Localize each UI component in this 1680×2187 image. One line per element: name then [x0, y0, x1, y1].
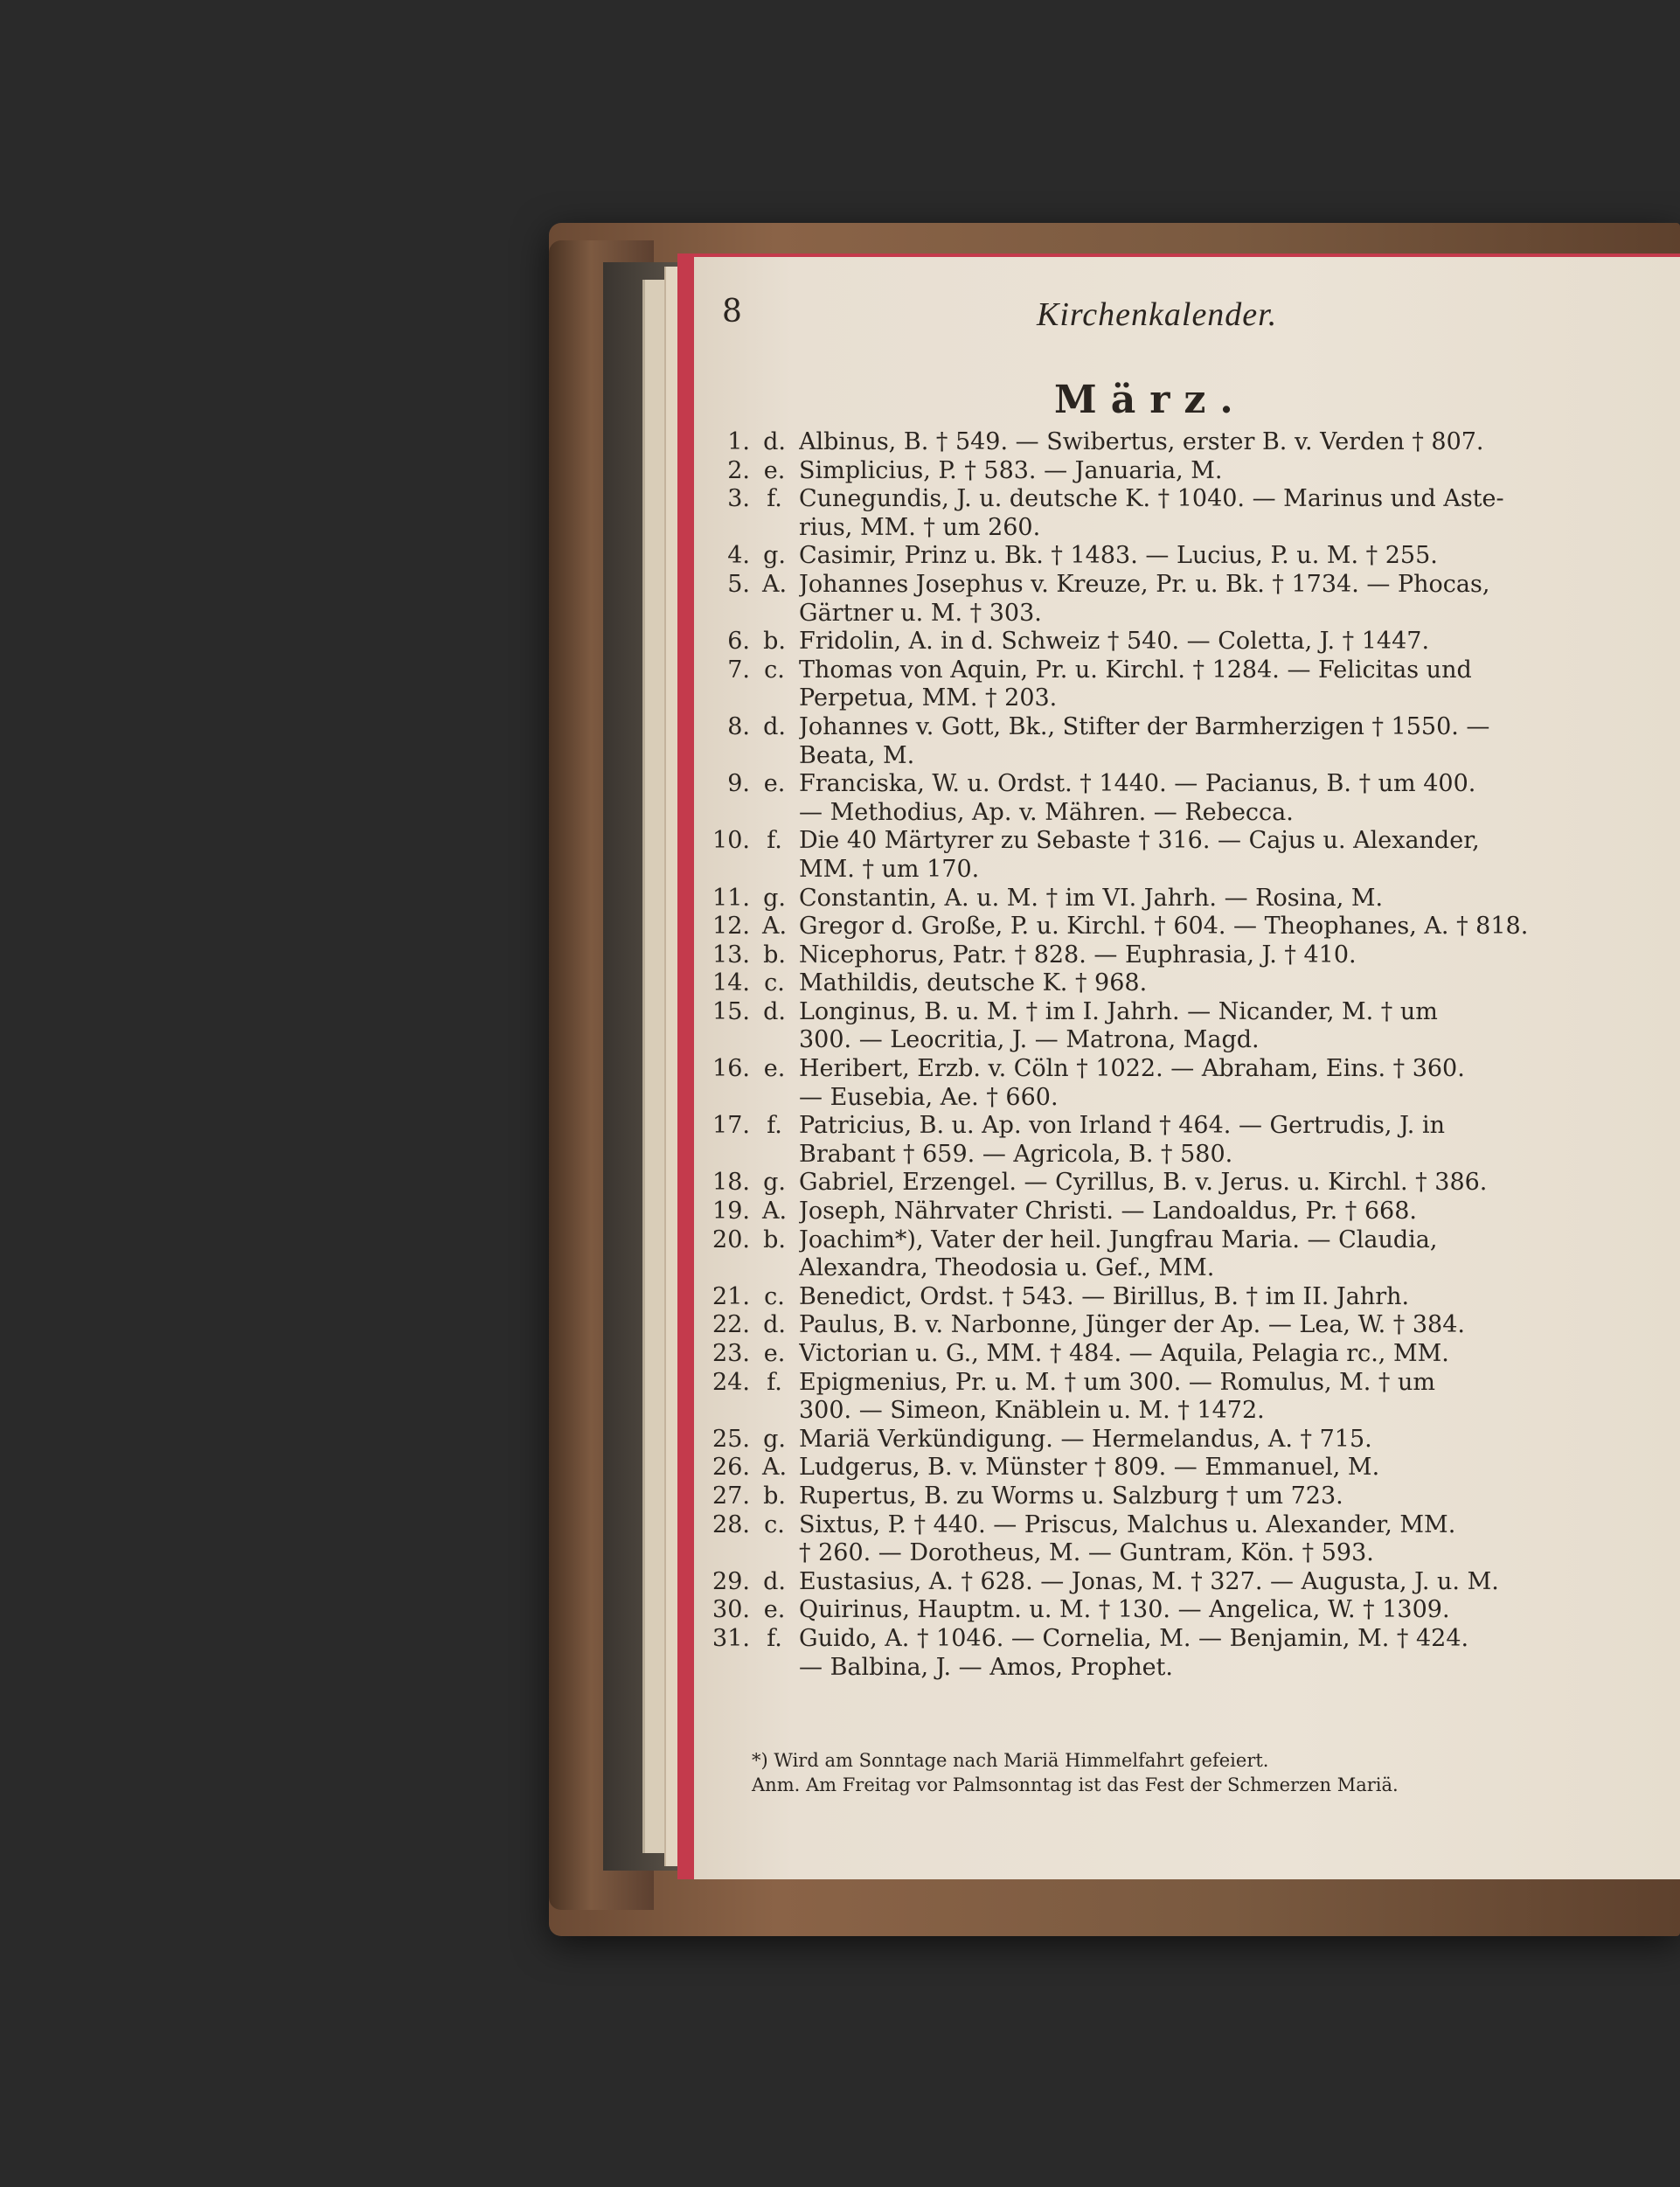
saint-text: Fridolin, A. in d. Schweiz † 540. — Coletta, J. † 1447. — [799, 628, 1430, 656]
day-number: 2. — [727, 456, 750, 484]
saint-text: Perpetua, MM. † 203. — [799, 684, 1058, 712]
calendar-entry — [705, 1169, 1675, 1198]
day-number: 14. — [712, 969, 750, 997]
calendar-entry — [705, 941, 1675, 970]
footnote: *) Wird am Sonntage nach Mariä Himmelfahrt gefeiert. — [752, 1750, 1269, 1771]
saint-text: Guido, A. † 1046. — Cornelia, M. — Benjamin, M. † 424. — [799, 1624, 1469, 1652]
calendar-entry-continuation — [705, 600, 1675, 628]
sunday-letter: d. — [763, 997, 786, 1025]
sunday-letter: e. — [763, 1596, 786, 1624]
calendar-entry — [705, 913, 1675, 941]
saint-text: rius, MM. † um 260. — [799, 513, 1041, 541]
calendar-entry — [705, 571, 1675, 600]
saint-text: Ludgerus, B. v. Münster † 809. — Emmanuel, M. — [799, 1454, 1380, 1482]
calendar-entry — [705, 428, 1675, 457]
saint-text: Johannes Josephus v. Kreuze, Pr. u. Bk. † 1734. — Phocas, — [799, 570, 1490, 598]
calendar-entry — [705, 827, 1675, 856]
book-page — [691, 253, 1680, 1879]
sunday-letter: A. — [761, 570, 788, 598]
calendar-entry — [705, 656, 1675, 685]
calendar-entry — [705, 628, 1675, 656]
day-number: 24. — [712, 1368, 750, 1396]
calendar-entry — [705, 770, 1675, 799]
sunday-letter: d. — [763, 1311, 786, 1339]
saint-text: Sixtus, P. † 440. — Priscus, Malchus u. Alexander, MM. — [799, 1510, 1456, 1538]
saint-text: Epigmenius, Pr. u. M. † um 300. — Romulus, M. † um — [799, 1368, 1436, 1396]
sunday-letter: c. — [764, 1510, 785, 1538]
day-number: 21. — [712, 1282, 750, 1310]
sunday-letter: d. — [763, 428, 786, 455]
sunday-letter: g. — [763, 1425, 786, 1453]
saint-text: Benedict, Ordst. † 543. — Birillus, B. † im II. Jahrh. — [799, 1282, 1410, 1310]
calendar-entry — [705, 969, 1675, 998]
day-number: 31. — [712, 1624, 750, 1652]
calendar-entry — [705, 542, 1675, 571]
sunday-letter: b. — [763, 941, 786, 969]
calendar-entry-continuation — [705, 514, 1675, 543]
day-number: 17. — [712, 1112, 750, 1140]
sunday-letter: d. — [763, 1567, 786, 1595]
saint-text: Casimir, Prinz u. Bk. † 1483. — Lucius, P. u. M. † 255. — [799, 542, 1438, 570]
sunday-letter: A. — [761, 1454, 788, 1482]
sunday-letter: f. — [767, 485, 782, 513]
day-number: 18. — [712, 1169, 750, 1197]
calendar-entry — [705, 1283, 1675, 1312]
saint-text: MM. † um 170. — [799, 855, 980, 883]
calendar-entry — [705, 485, 1675, 514]
saint-text: Rupertus, B. zu Worms u. Salzburg † um 723. — [799, 1482, 1343, 1510]
calendar-entry-continuation — [705, 1254, 1675, 1283]
day-number: 9. — [727, 770, 750, 798]
sunday-letter: f. — [767, 1368, 782, 1396]
calendar-entry-continuation — [705, 1654, 1675, 1683]
day-number: 1. — [727, 428, 750, 455]
calendar-entry-continuation — [705, 684, 1675, 713]
sunday-letter: g. — [763, 1169, 786, 1197]
saint-text: Constantin, A. u. M. † im VI. Jahrh. — Rosina, M. — [799, 884, 1384, 912]
day-number: 23. — [712, 1340, 750, 1367]
page-number: 8 — [722, 294, 742, 330]
calendar-entry — [705, 713, 1675, 742]
day-number: 8. — [727, 712, 750, 740]
calendar-entry — [705, 1426, 1675, 1455]
footnote: Anm. Am Freitag vor Palmsonntag ist das Fest der Schmerzen Mariä. — [752, 1774, 1399, 1795]
sunday-letter: d. — [763, 712, 786, 740]
calendar-entry — [705, 1340, 1675, 1369]
day-number: 19. — [712, 1198, 750, 1225]
running-head: Kirchenkalender. — [1037, 296, 1278, 333]
saint-text: Brabant † 659. — Agricola, B. † 580. — [799, 1140, 1233, 1168]
sunday-letter: A. — [761, 913, 788, 941]
calendar-entry — [705, 1226, 1675, 1255]
saint-text: Albinus, B. † 549. — Swibertus, erster B. v. Verden † 807. — [799, 428, 1484, 455]
saint-text: Victorian u. G., MM. † 484. — Aquila, Pelagia rc., MM. — [799, 1340, 1449, 1367]
saint-text: Eustasius, A. † 628. — Jonas, M. † 327. — Augusta, J. u. M. — [799, 1567, 1499, 1595]
day-number: 29. — [712, 1567, 750, 1595]
day-number: 11. — [712, 884, 750, 912]
saint-text: Simplicius, P. † 583. — Januaria, M. — [799, 456, 1223, 484]
calendar-entry-continuation — [705, 1141, 1675, 1170]
sunday-letter: c. — [764, 1282, 785, 1310]
calendar-entry — [705, 1198, 1675, 1226]
calendar-entry-continuation — [705, 1397, 1675, 1426]
sunday-letter: e. — [763, 1055, 786, 1083]
calendar-entry — [705, 885, 1675, 913]
sunday-letter: g. — [763, 542, 786, 570]
saint-text: Paulus, B. v. Narbonne, Jünger der Ap. — Lea, W. † 384. — [799, 1311, 1465, 1339]
saint-text: Heribert, Erzb. v. Cöln † 1022. — Abraham, Eins. † 360. — [799, 1055, 1465, 1083]
day-number: 15. — [712, 997, 750, 1025]
day-number: 28. — [712, 1510, 750, 1538]
calendar-entry — [705, 1568, 1675, 1597]
calendar-entries — [705, 428, 1675, 1682]
saint-text: Nicephorus, Patr. † 828. — Euphrasia, J. † 410. — [799, 941, 1357, 969]
saint-text: Joachim*), Vater der heil. Jungfrau Maria. — Claudia, — [799, 1225, 1438, 1253]
calendar-entry-continuation — [705, 1084, 1675, 1113]
sunday-letter: c. — [764, 656, 785, 684]
saint-text: 300. — Leocritia, J. — Matrona, Magd. — [799, 1026, 1260, 1054]
sunday-letter: c. — [764, 969, 785, 997]
sunday-letter: f. — [767, 1112, 782, 1140]
sunday-letter: e. — [763, 770, 786, 798]
day-number: 22. — [712, 1311, 750, 1339]
day-number: 6. — [727, 628, 750, 656]
page-content — [705, 283, 1666, 1857]
saint-text: Mathildis, deutsche K. † 968. — [799, 969, 1148, 997]
calendar-entry — [705, 1482, 1675, 1511]
calendar-entry — [705, 1454, 1675, 1482]
sunday-letter: b. — [763, 1225, 786, 1253]
calendar-entry — [705, 1055, 1675, 1084]
saint-text: Longinus, B. u. M. † im I. Jahrh. — Nicander, M. † um — [799, 997, 1438, 1025]
day-number: 3. — [727, 485, 750, 513]
month-title: März. — [1054, 378, 1247, 422]
saint-text: Patricius, B. u. Ap. von Irland † 464. — Gertrudis, J. in — [799, 1112, 1445, 1140]
day-number: 12. — [712, 913, 750, 941]
day-number: 16. — [712, 1055, 750, 1083]
sunday-letter: b. — [763, 628, 786, 656]
day-number: 13. — [712, 941, 750, 969]
calendar-entry — [705, 1369, 1675, 1398]
saint-text: Gärtner u. M. † 303. — [799, 599, 1042, 627]
footnotes — [752, 1748, 1661, 1797]
day-number: 27. — [712, 1482, 750, 1510]
saint-text: — Methodius, Ap. v. Mähren. — Rebecca. — [799, 798, 1294, 826]
saint-text: Cunegundis, J. u. deutsche K. † 1040. — Marinus und Aste- — [799, 485, 1504, 513]
calendar-entry — [705, 457, 1675, 486]
sunday-letter: g. — [763, 884, 786, 912]
saint-text: — Balbina, J. — Amos, Prophet. — [799, 1653, 1173, 1681]
calendar-entry — [705, 1112, 1675, 1141]
calendar-entry — [705, 1511, 1675, 1540]
calendar-entry-continuation — [705, 1539, 1675, 1568]
saint-text: Johannes v. Gott, Bk., Stifter der Barmherzigen † 1550. — — [799, 712, 1490, 740]
day-number: 20. — [712, 1225, 750, 1253]
day-number: 7. — [727, 656, 750, 684]
calendar-entry — [705, 1311, 1675, 1340]
saint-text: Beata, M. — [799, 741, 915, 769]
saint-text: Gabriel, Erzengel. — Cyrillus, B. v. Jerus. u. Kirchl. † 386. — [799, 1169, 1488, 1197]
day-number: 26. — [712, 1454, 750, 1482]
saint-text: Quirinus, Hauptm. u. M. † 130. — Angelica, W. † 1309. — [799, 1596, 1450, 1624]
sunday-letter: f. — [767, 1624, 782, 1652]
day-number: 25. — [712, 1425, 750, 1453]
saint-text: Gregor d. Große, P. u. Kirchl. † 604. — Theophanes, A. † 818. — [799, 913, 1529, 941]
saint-text: Joseph, Nährvater Christi. — Landoaldus, Pr. † 668. — [799, 1198, 1417, 1225]
calendar-entry-continuation — [705, 1026, 1675, 1055]
saint-text: Mariä Verkündigung. — Hermelandus, A. † 715. — [799, 1425, 1372, 1453]
sunday-letter: e. — [763, 456, 786, 484]
saint-text: 300. — Simeon, Knäblein u. M. † 1472. — [799, 1397, 1265, 1425]
day-number: 5. — [727, 570, 750, 598]
calendar-entry — [705, 1596, 1675, 1625]
calendar-entry-continuation — [705, 856, 1675, 885]
calendar-entry-continuation — [705, 742, 1675, 771]
calendar-entry — [705, 1625, 1675, 1654]
sunday-letter: f. — [767, 827, 782, 855]
saint-text: † 260. — Dorotheus, M. — Guntram, Kön. † 593. — [799, 1539, 1374, 1567]
sunday-letter: e. — [763, 1340, 786, 1367]
saint-text: Die 40 Märtyrer zu Sebaste † 316. — Cajus u. Alexander, — [799, 827, 1480, 855]
sunday-letter: A. — [761, 1198, 788, 1225]
saint-text: Franciska, W. u. Ordst. † 1440. — Pacianus, B. † um 400. — [799, 770, 1476, 798]
day-number: 10. — [712, 827, 750, 855]
saint-text: Alexandra, Theodosia u. Gef., MM. — [799, 1254, 1215, 1282]
saint-text: Thomas von Aquin, Pr. u. Kirchl. † 1284. — Felicitas und — [799, 656, 1472, 684]
day-number: 4. — [727, 542, 750, 570]
sunday-letter: b. — [763, 1482, 786, 1510]
day-number: 30. — [712, 1596, 750, 1624]
calendar-entry — [705, 998, 1675, 1027]
saint-text: — Eusebia, Ae. † 660. — [799, 1083, 1059, 1111]
calendar-entry-continuation — [705, 799, 1675, 828]
